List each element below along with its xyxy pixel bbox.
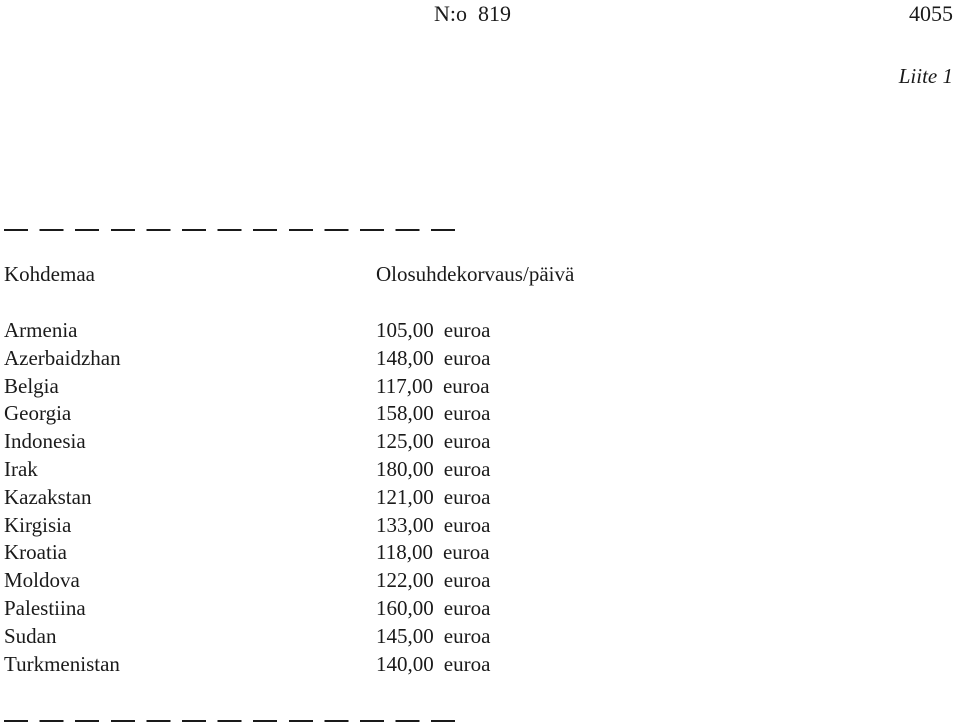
amount-cell <box>376 429 490 457</box>
amount-unit: euroa <box>443 512 491 537</box>
amount-cell <box>376 568 490 596</box>
country-cell: Moldova <box>4 568 80 593</box>
country-cell: Georgia <box>4 401 72 426</box>
table-row <box>4 596 604 624</box>
amount-cell <box>376 540 490 568</box>
amount-unit: euroa <box>443 456 491 481</box>
amount-value: 105,00 <box>376 318 434 342</box>
top-dashed-rule <box>4 229 466 231</box>
statute-number: N:o 819 <box>434 1 511 26</box>
amount-value: 148,00 <box>376 345 434 370</box>
table-row <box>4 624 604 652</box>
amount-unit: euroa <box>443 568 491 593</box>
table-row <box>4 513 604 541</box>
table-row <box>4 457 604 485</box>
country-cell: Palestiina <box>4 595 86 620</box>
amount-cell <box>376 318 490 346</box>
amount-cell <box>376 485 490 513</box>
country-cell: Indonesia <box>4 429 86 454</box>
amount-unit: euroa <box>443 651 491 676</box>
amount-value: 117,00 <box>376 373 433 398</box>
amount-value: 160,00 <box>376 595 434 620</box>
amount-value: 140,00 <box>376 651 434 676</box>
amount-unit: euroa <box>443 401 491 426</box>
country-cell: Kazakstan <box>4 484 92 509</box>
table-row <box>4 568 604 596</box>
amount-cell <box>376 652 490 680</box>
amount-value: 158,00 <box>376 401 434 426</box>
country-cell: Kroatia <box>4 540 67 565</box>
amount-unit: euroa <box>443 429 491 454</box>
country-cell: Belgia <box>4 373 59 398</box>
amount-value: 125,00 <box>376 429 434 454</box>
amount-unit: euroa <box>443 623 491 648</box>
amount-cell <box>376 346 490 374</box>
table-row <box>4 401 604 429</box>
country-cell: Armenia <box>4 318 78 342</box>
amount-unit: euroa <box>443 484 491 509</box>
table-row <box>4 374 604 402</box>
amount-unit: euroa <box>442 540 490 565</box>
amount-cell <box>376 457 490 485</box>
column-header-allowance: Olosuhdekorvaus/päivä <box>376 262 575 286</box>
amount-value: 145,00 <box>376 623 434 648</box>
amount-unit: euroa <box>442 373 490 398</box>
country-cell: Irak <box>4 456 38 481</box>
amount-unit: euroa <box>443 345 491 370</box>
amount-value: 180,00 <box>376 456 434 481</box>
amount-cell <box>376 624 490 652</box>
column-header-country: Kohdemaa <box>4 262 95 286</box>
amount-cell <box>376 401 490 429</box>
country-cell: Turkmenistan <box>4 651 120 676</box>
table-row <box>4 652 604 680</box>
amount-value: 118,00 <box>376 540 433 565</box>
amount-unit: euroa <box>443 595 491 620</box>
amount-value: 122,00 <box>376 568 434 593</box>
amount-cell <box>376 513 490 541</box>
table-row <box>4 346 604 374</box>
country-cell: Sudan <box>4 623 57 648</box>
amount-cell <box>376 596 490 624</box>
country-cell: Azerbaidzhan <box>4 345 121 370</box>
amount-value: 121,00 <box>376 484 434 509</box>
allowance-table <box>4 318 604 679</box>
amount-cell <box>376 374 490 402</box>
amount-value: 133,00 <box>376 512 434 537</box>
table-row <box>4 318 604 346</box>
page-number: 4055 <box>909 1 953 26</box>
amount-unit: euroa <box>443 318 491 342</box>
table-row <box>4 485 604 513</box>
appendix-label: Liite 1 <box>898 64 953 88</box>
bottom-dashed-rule <box>4 720 466 722</box>
table-row <box>4 429 604 457</box>
country-cell: Kirgisia <box>4 512 72 537</box>
table-row <box>4 540 604 568</box>
